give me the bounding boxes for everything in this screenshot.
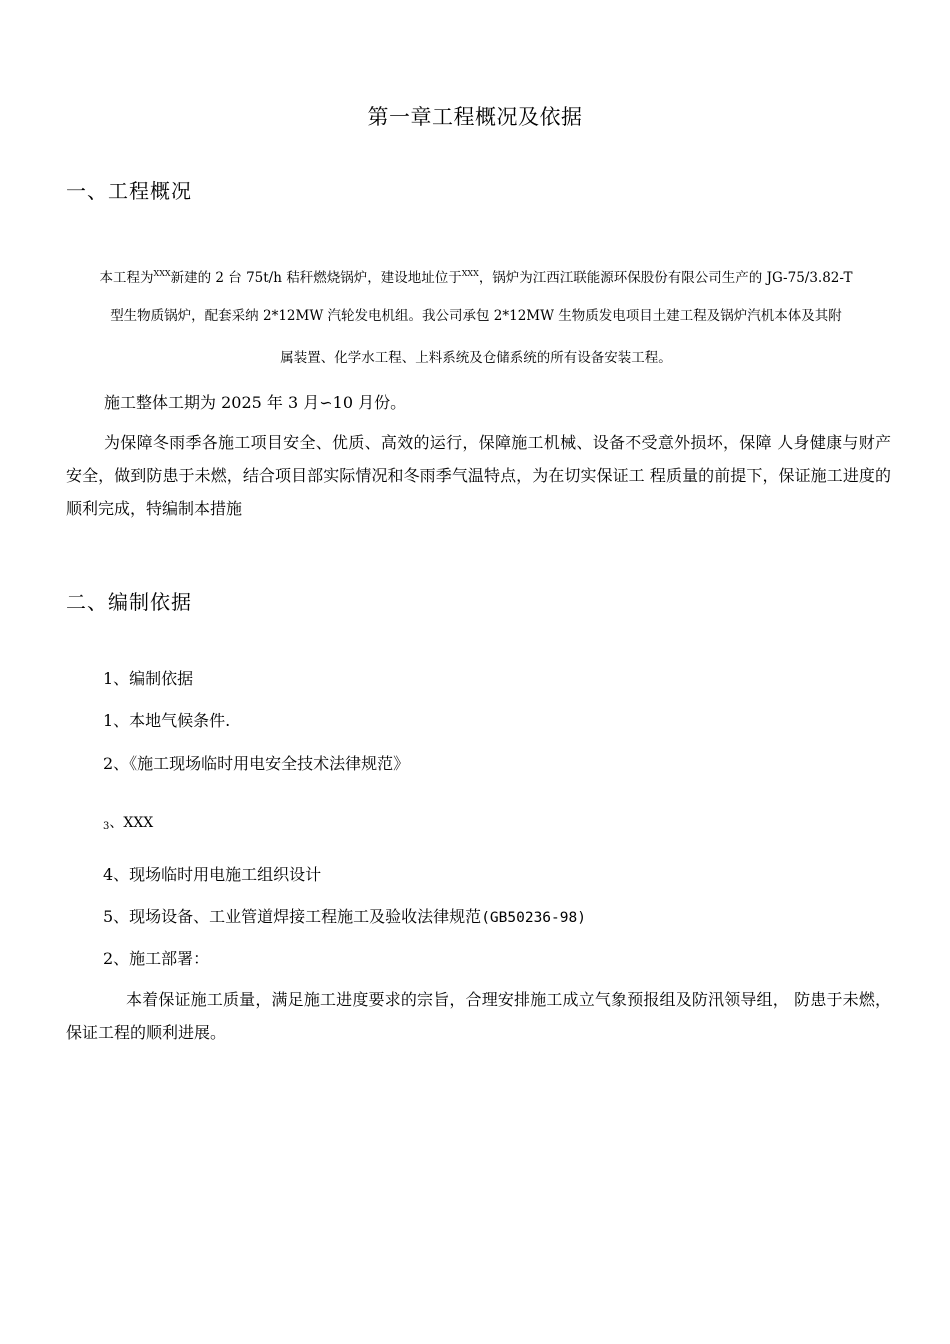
list-item: 2、《施工现场临时用电安全技术法律规范》: [103, 754, 410, 773]
subheading-deployment: 2、施工部署：: [103, 949, 210, 968]
list-number: 3: [103, 821, 110, 832]
standard-code: (GB50236-98): [481, 910, 586, 926]
list-text: 5、现场设备、工业管道焊接工程施工及验收法律规范: [103, 907, 482, 926]
placeholder-sup: XXX: [461, 269, 479, 278]
list-item: [103, 904, 586, 927]
schedule-paragraph: 施工整体工期为 2025 年 3 月∽10 月份。: [104, 393, 407, 412]
list-text: 、XXX: [109, 815, 154, 831]
list-item: 1、本地气候条件.: [103, 711, 231, 730]
overview-text: ，锅炉为江西江联能源环保股份有限公司生产的 JG-75/3.82-T: [478, 270, 853, 286]
overview-line-1: [60, 263, 892, 289]
list-item: [103, 812, 153, 832]
overview-text: 本工程为: [99, 270, 154, 286]
deployment-paragraph: 本着保证施工质量，满足施工进度要求的宗旨，合理安排施工成立气象预报组及防汛领导组， 防患于未燃，保证工程的顺利进展。: [66, 990, 891, 1042]
placeholder-sup: XXX: [153, 269, 171, 278]
chapter-title: 第一章工程概况及依据: [367, 105, 583, 129]
overview-text: 新建的 2 台 75t/h 秸秆燃烧锅炉，建设地址位于: [170, 270, 462, 286]
section-heading-basis: 二、编制依据: [66, 590, 192, 614]
section-heading-overview: 一、工程概况: [66, 179, 192, 203]
overview-line-2: 型生物质锅炉，配套采纳 2*12MW 汽轮发电机组。我公司承包 2*12MW 生物质发电项目土建工程及锅炉汽机本体及其附: [110, 308, 842, 324]
overview-line-3: 属装置、化学水工程、上料系统及仓储系统的所有设备安装工程。: [280, 350, 672, 366]
purpose-paragraph: 为保障冬雨季各施工项目安全、优质、高效的运行，保障施工机械、设备不受意外损坏，保障 人身健康与财产安全，做到防患于未燃，结合项目部实际情况和冬雨季气温特点，为在切实保证工 程质量的前提下，保证施工进度的顺利完成，特编制本措施: [66, 433, 891, 518]
subheading-basis: 1、编制依据: [103, 669, 194, 688]
list-item: 4、现场临时用电施工组织设计: [103, 865, 322, 884]
